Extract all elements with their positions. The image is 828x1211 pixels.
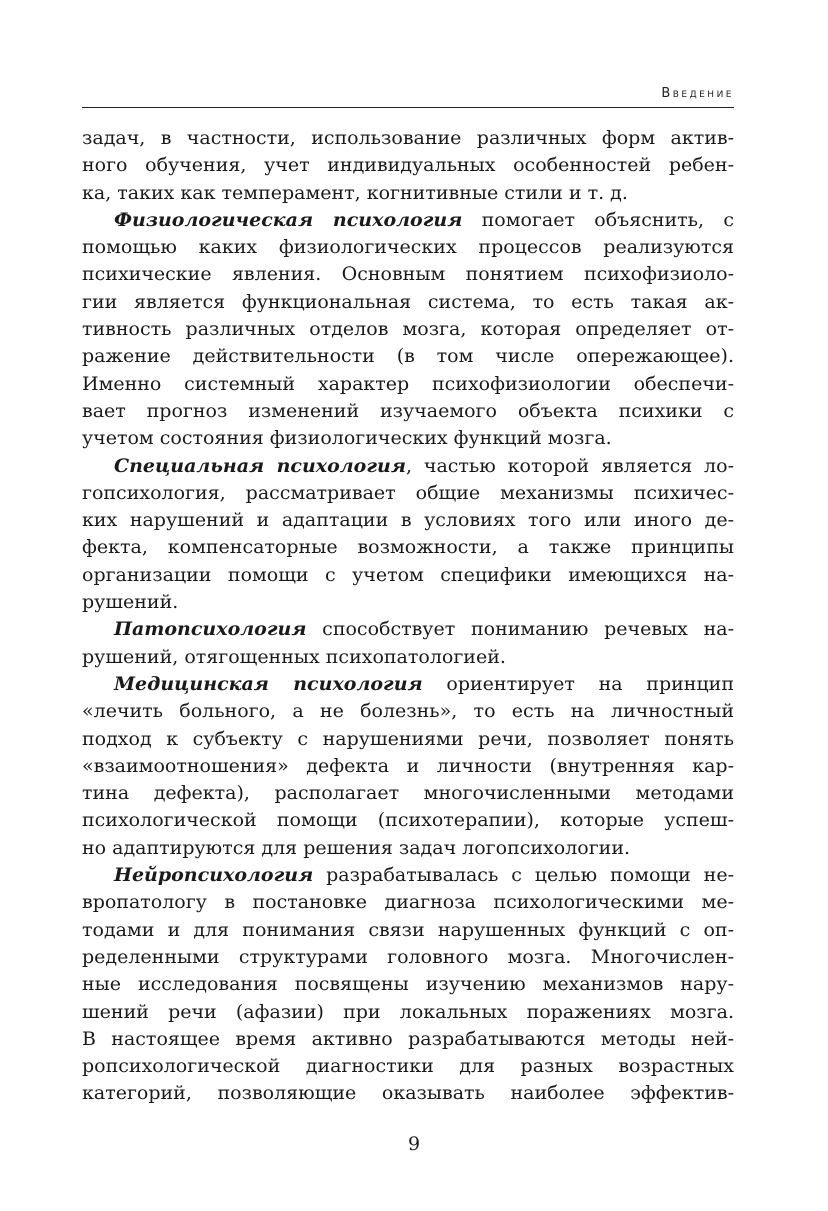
- term-special-psychology: Специальная психология: [114, 454, 406, 477]
- text-line: ропсихологической диагностики для разных возрастных: [82, 1055, 734, 1078]
- text-line: шений речи (афазии) при локальных поражениях мозга.: [82, 1000, 734, 1023]
- body-text: [82, 125, 734, 1108]
- text-line: гопсихология, рассматривает общие механизмы психичес-: [82, 481, 734, 504]
- text-line: гии является функциональная система, то есть такая ак-: [82, 290, 734, 313]
- text-line: подход к субъекту с нарушениями речи, позволяет понять: [82, 727, 734, 750]
- text-line: тина дефекта), располагает многочисленными методами: [82, 782, 734, 805]
- text-line: [82, 616, 734, 643]
- text-line: но адаптируются для решения задач логопсихологии.: [82, 836, 631, 859]
- text-line: помощью каких физиологических процессов реализуются: [82, 236, 734, 259]
- text-line: ражение действительности (в том числе опережающее).: [82, 345, 734, 368]
- line-text: способствует пониманию речевых на-: [306, 618, 734, 641]
- text-line: тодами и для понимания связи нарушенных функций с оп-: [82, 918, 734, 941]
- text-line: «взаимоотношения» дефекта и личности (внутренняя кар-: [82, 754, 734, 777]
- text-line: ка, таких как темперамент, когнитивные стили и т. д.: [82, 181, 628, 204]
- paragraph: [82, 671, 734, 862]
- text-line: В настоящее время активно разрабатываются методы ней-: [82, 1027, 734, 1050]
- text-line: ких нарушений и адаптации в условиях того или иного де-: [82, 509, 734, 532]
- text-line: [82, 453, 734, 480]
- text-line: организации помощи с учетом специфики имеющихся на-: [82, 563, 734, 586]
- term-pathopsychology: Патопсихология: [114, 618, 307, 641]
- text-line: учетом состояния физиологических функций мозга.: [82, 427, 612, 450]
- running-head: Введение: [661, 86, 734, 101]
- page-number: 9: [407, 1133, 421, 1155]
- text-line: «лечить больного, а не болезнь», то есть на личностный: [82, 700, 734, 723]
- line-text: ориентирует на принцип: [422, 672, 734, 695]
- header-rule: [82, 107, 734, 108]
- text-line: [82, 207, 734, 234]
- text-line: ределенными структурами головного мозга. Многочислен-: [82, 945, 734, 968]
- text-line: психологической помощи (психотерапии), которые успеш-: [82, 809, 734, 832]
- text-line: тивность различных отделов мозга, которая определяет от-: [82, 318, 734, 341]
- term-physiological-psychology: Физиологическая психология: [114, 208, 463, 231]
- paragraph: [82, 862, 734, 1108]
- text-line: вропатологу в постановке диагноза психологическими ме-: [82, 891, 734, 914]
- text-line: фекта, компенсаторные возможности, а также принципы: [82, 536, 734, 559]
- line-text: помогает объяснить, с: [462, 208, 734, 231]
- paragraph: [82, 616, 734, 671]
- text-line: ные исследования посвящены изучению механизмов нару-: [82, 973, 734, 996]
- text-line: [82, 671, 734, 698]
- paragraph: [82, 207, 734, 453]
- text-line: ного обучения, учет индивидуальных особенностей ребен-: [82, 154, 734, 177]
- text-line: рушений.: [82, 591, 179, 614]
- paragraph: [82, 125, 734, 207]
- paragraph: [82, 453, 734, 617]
- text-line: [82, 862, 734, 889]
- text-line: психические явления. Основным понятием психофизиоло-: [82, 263, 734, 286]
- text-line: Именно системный характер психофизиологии обеспечи-: [82, 372, 734, 395]
- term-neuropsychology: Нейропсихология: [114, 864, 314, 887]
- line-text: разрабатывалась с целью помощи не-: [313, 864, 734, 887]
- text-line: задач, в частности, использование различных форм актив-: [82, 127, 734, 149]
- text-line: рушений, отягощенных психопатологией.: [82, 645, 506, 668]
- line-text: , частью которой является ло-: [405, 454, 734, 477]
- text-line: категорий, позволяющие оказывать наиболее эффектив-: [82, 1082, 734, 1105]
- term-medical-psychology: Медицинская психология: [114, 672, 423, 695]
- text-line: вает прогноз изменений изучаемого объекта психики с: [82, 399, 734, 422]
